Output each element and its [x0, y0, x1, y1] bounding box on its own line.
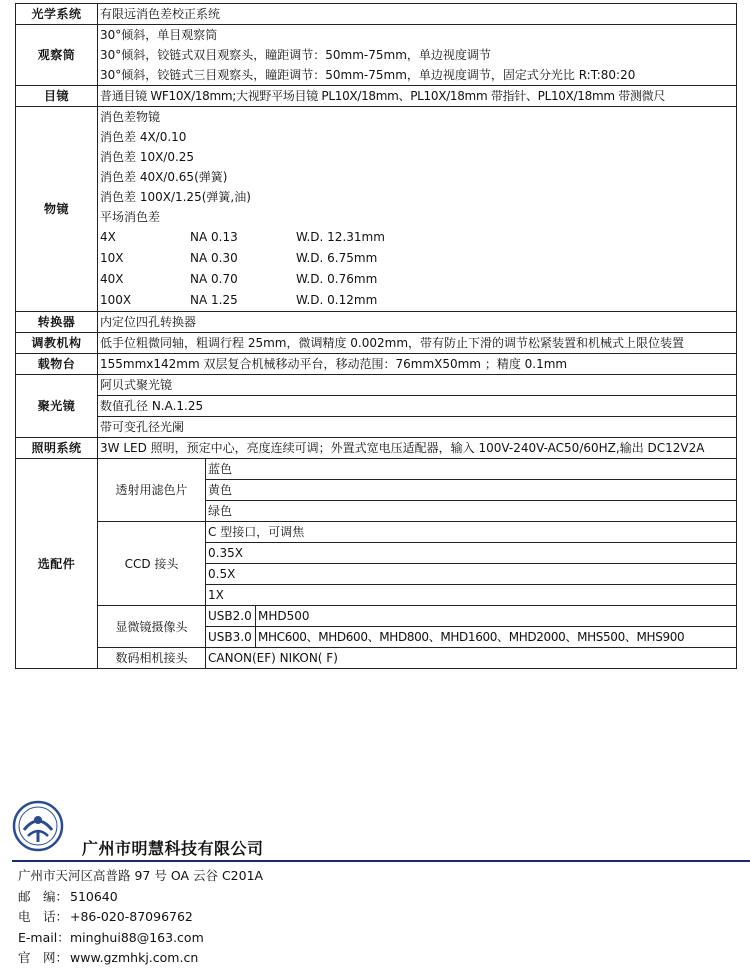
- objective-line: 消色差物镜: [100, 110, 161, 124]
- row-stage: [16, 354, 737, 375]
- plan-wd: W.D. 0.76mm: [296, 272, 378, 286]
- objective-values: [98, 107, 737, 312]
- filter-item: 绿色: [206, 501, 737, 522]
- condenser-item: 阿贝式聚光镜: [98, 375, 737, 396]
- ccd-item: C 型接口，可调焦: [206, 522, 737, 543]
- row-objective: [16, 107, 737, 312]
- dslr-value: CANON(EF) NIKON( F): [206, 648, 737, 669]
- condenser-label: 聚光镜: [16, 375, 98, 438]
- objective-line: 消色差 40X/0.65(弹簧): [100, 170, 228, 184]
- camera-label: 显微镜摄像头: [98, 606, 206, 648]
- ccd-label: CCD 接头: [98, 522, 206, 606]
- row-optical: [16, 4, 737, 25]
- row-focus: [16, 333, 737, 354]
- illumination-value: 3W LED 照明，预定中心，亮度连续可调；外置式宽电压适配器，输入 100V-240V-AC50/60HZ,输出 DC12V2A: [100, 441, 705, 455]
- company-logo-icon: [12, 800, 64, 852]
- postcode: 510640: [70, 888, 118, 904]
- ccd-item: 0.35X: [206, 543, 737, 564]
- row-eyepiece: [16, 86, 737, 107]
- objective-line: 消色差 10X/0.25: [100, 150, 195, 164]
- eyepiece-label: 目镜: [16, 86, 98, 107]
- plan-objective-row: [100, 248, 734, 269]
- nosepiece-value: 内定位四孔转换器: [98, 312, 737, 333]
- plan-objective-row: [100, 290, 734, 311]
- optical-label: 光学系统: [16, 4, 98, 25]
- stage-label: 载物台: [16, 354, 98, 375]
- accessories-label: 选配件: [16, 459, 98, 669]
- company-name: 广州市明慧科技有限公司: [82, 839, 264, 858]
- email-link[interactable]: minghui88@163.com: [70, 929, 204, 945]
- plan-na: NA 1.25: [190, 293, 238, 307]
- plan-na: NA 0.70: [190, 272, 238, 286]
- focus-label: 调教机构: [16, 333, 98, 354]
- filter-item: 黄色: [206, 480, 737, 501]
- plan-na: NA 0.13: [190, 230, 238, 244]
- focus-value: 低手位粗微同轴，粗调行程 25mm，微调精度 0.002mm，带有防止下滑的调节松紧装置和机械式上限位装置: [100, 336, 685, 350]
- tube-line: 30°倾斜，铰链式双目观察头，瞳距调节：50mm-75mm，单边视度调节: [100, 48, 491, 62]
- phone-label: 电 话：: [18, 909, 69, 924]
- plan-mag: 4X: [100, 230, 116, 244]
- address: 广州市天河区高普路 97 号 OA 云谷 C201A: [18, 868, 264, 883]
- plan-mag: 100X: [100, 293, 132, 307]
- camera-port: USB2.0: [206, 606, 256, 627]
- ccd-item: 0.5X: [206, 564, 737, 585]
- ccd-item: 1X: [206, 585, 737, 606]
- plan-mag: 40X: [100, 272, 124, 286]
- filter-label: 透射用滤色片: [98, 459, 206, 522]
- phone: +86-020-87096762: [70, 909, 193, 924]
- camera-models: MHC600、MHD600、MHD800、MHD1600、MHD2000、MHS500、MHS900: [258, 630, 685, 644]
- condenser-item: 带可变孔径光阑: [98, 417, 737, 438]
- objective-line: 消色差 100X/1.25(弹簧,油): [100, 190, 251, 204]
- row-illumination: [16, 438, 737, 459]
- camera-models: MHD500: [256, 606, 737, 627]
- plan-wd: W.D. 0.12mm: [296, 293, 378, 307]
- spec-table: [15, 3, 737, 669]
- tube-line: 30°倾斜，铰链式三目观察头，瞳距调节：50mm-75mm，单边视度调节，固定式分光比 R:T:80:20: [100, 68, 636, 82]
- plan-objective-row: [100, 227, 734, 248]
- website-link[interactable]: www.gzmhkj.com.cn: [70, 950, 199, 965]
- camera-port: USB3.0: [206, 627, 256, 648]
- condenser-item: 数值孔径 N.A.1.25: [98, 396, 737, 417]
- plan-mag: 10X: [100, 251, 124, 265]
- row-accessories: [16, 459, 737, 480]
- illumination-label: 照明系统: [16, 438, 98, 459]
- objective-label: 物镜: [16, 107, 98, 312]
- nosepiece-label: 转换器: [16, 312, 98, 333]
- email-label: E-mail：: [18, 929, 70, 945]
- row-condenser: [16, 375, 737, 396]
- tube-values: [98, 25, 737, 86]
- filter-item: 蓝色: [206, 459, 737, 480]
- stage-value: 155mmx142mm 双层复合机械移动平台，移动范围：76mmX50mm ；精度 0.1mm: [98, 354, 737, 375]
- contact-info: [18, 866, 263, 969]
- eyepiece-value: 普通目镜 WF10X/18mm;大视野平场目镜 PL10X/18mm、PL10X/18mm 带指针、PL10X/18mm 带测微尺: [100, 89, 666, 103]
- tube-line: 30°倾斜，单目观察筒: [100, 28, 218, 42]
- row-tube: [16, 25, 737, 86]
- web-label: 官 网：: [18, 950, 69, 965]
- plan-wd: W.D. 12.31mm: [296, 230, 385, 244]
- tube-label: 观察筒: [16, 25, 98, 86]
- dslr-label: 数码相机接头: [98, 648, 206, 669]
- footer-divider: [12, 860, 750, 862]
- optical-value: 有限远消色差校正系统: [98, 4, 737, 25]
- row-nosepiece: [16, 312, 737, 333]
- objective-line: 消色差 4X/0.10: [100, 130, 187, 144]
- plan-objective-row: [100, 269, 734, 290]
- plan-na: NA 0.30: [190, 251, 238, 265]
- postcode-label: 邮 编：: [18, 888, 69, 904]
- plan-wd: W.D. 6.75mm: [296, 251, 378, 265]
- objective-line: 平场消色差: [100, 210, 161, 224]
